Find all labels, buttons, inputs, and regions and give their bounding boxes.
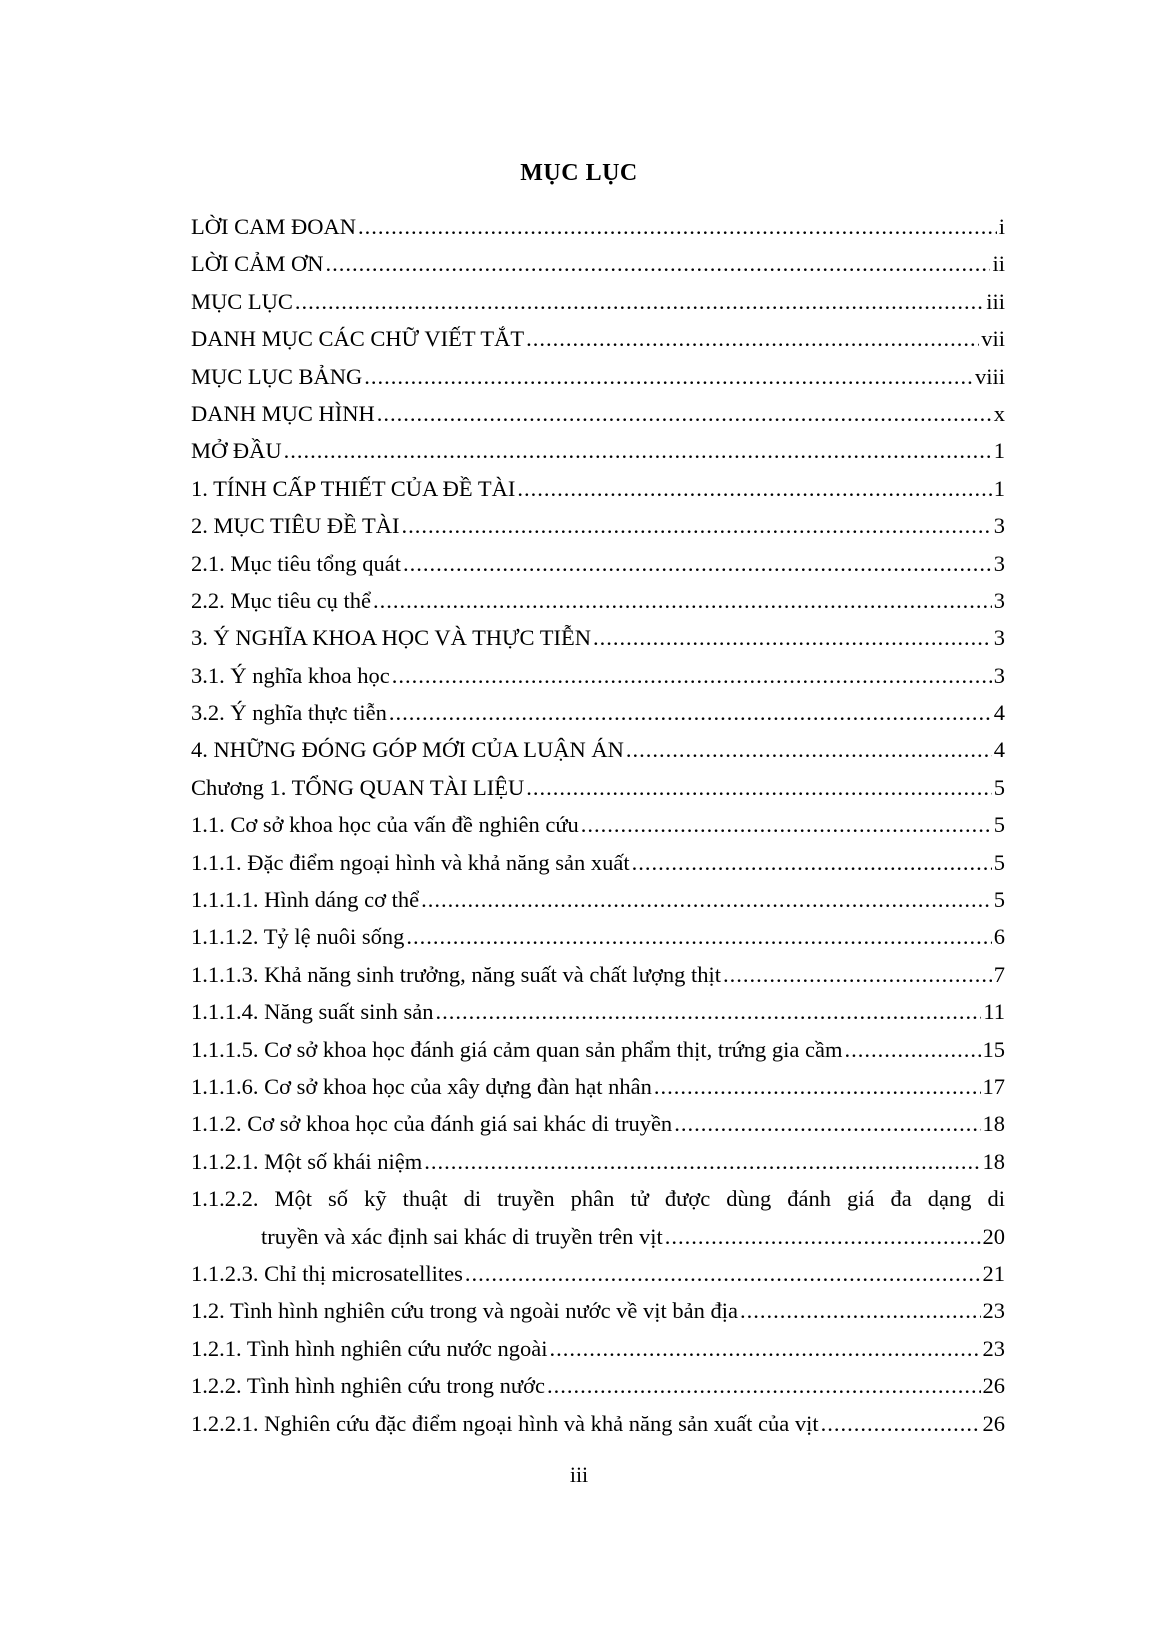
- dot-leader: [844, 1037, 980, 1063]
- toc-entry[interactable]: [191, 737, 1005, 774]
- toc-entry-page: vii: [981, 326, 1005, 352]
- toc-entry-page: i: [998, 214, 1005, 239]
- toc-entry[interactable]: [191, 1149, 1005, 1186]
- toc-entry-page: ii: [992, 251, 1005, 277]
- toc-entry[interactable]: [191, 289, 1005, 326]
- toc-entry-label: 3.1. Ý nghĩa khoa học: [191, 662, 390, 688]
- toc-entry-page: iii: [986, 288, 1005, 314]
- toc-entry-page: 21: [982, 1260, 1005, 1286]
- toc-entry[interactable]: [191, 962, 1005, 999]
- toc-entry[interactable]: [191, 999, 1005, 1036]
- toc-entry[interactable]: [191, 700, 1005, 737]
- toc-entry-page: 20: [982, 1223, 1005, 1249]
- toc-entry-page: 26: [982, 1410, 1005, 1436]
- toc-entry-page: 4: [993, 737, 1005, 763]
- toc-entry-label: 3. Ý NGHĨA KHOA HỌC VÀ THỰC TIỄN: [191, 625, 591, 651]
- dot-leader: [593, 625, 992, 651]
- toc-entry-label: 1.1.1.6. Cơ sở khoa học của xây dựng đàn hạt nhân: [191, 1073, 652, 1099]
- toc-entry-label: 4. NHỮNG ĐÓNG GÓP MỚI CỦA LUẬN ÁN: [191, 737, 624, 763]
- toc-entry-page: 3: [993, 587, 1005, 613]
- toc-entry[interactable]: [191, 588, 1005, 625]
- dot-leader: [626, 737, 992, 763]
- toc-entry[interactable]: [191, 1111, 1005, 1148]
- toc-entry-label: 2.1. Mục tiêu tổng quát: [191, 550, 401, 576]
- toc-entry[interactable]: [191, 476, 1005, 513]
- toc-entry[interactable]: [191, 401, 1005, 438]
- toc-entry-label: 2. MỤC TIÊU ĐỀ TÀI: [191, 513, 400, 539]
- dot-leader: [549, 1336, 980, 1362]
- toc-entry-label: 1.2.1. Tình hình nghiên cứu nước ngoài: [191, 1335, 548, 1361]
- dot-leader: [392, 663, 992, 689]
- toc-entry-label: LỜI CAM ĐOAN: [191, 214, 356, 239]
- dot-leader: [402, 513, 992, 539]
- dot-leader: [632, 850, 992, 876]
- toc-entry-label: 1.1.2.1. Một số khái niệm: [191, 1148, 423, 1174]
- dot-leader: [358, 214, 997, 240]
- dot-leader: [377, 401, 992, 427]
- dot-leader: [389, 700, 992, 726]
- toc-entry-label: 1.1.1. Đặc điểm ngoại hình và khả năng sản xuất: [191, 849, 630, 875]
- toc-entry[interactable]: [191, 1373, 1005, 1410]
- toc-entry-page: 1: [993, 475, 1005, 501]
- toc-entry-page: 18: [982, 1111, 1005, 1137]
- dot-leader: [284, 438, 992, 464]
- toc-entry-page: x: [993, 400, 1005, 426]
- toc-entry-label: MỤC LỤC BẢNG: [191, 363, 363, 389]
- toc-entry-page: 3: [993, 513, 1005, 539]
- dot-leader: [740, 1298, 980, 1324]
- toc-entry[interactable]: [191, 1261, 1005, 1298]
- toc-entry-label: 1.1.2.2. Một số kỹ thuật di truyền phân tử được dùng đánh giá đa dạng di: [191, 1186, 1005, 1212]
- toc-entry-continuation: [191, 1224, 1005, 1261]
- dot-leader: [674, 1111, 980, 1137]
- toc-entry[interactable]: [191, 887, 1005, 924]
- dot-leader: [403, 551, 992, 577]
- toc-entry[interactable]: [191, 326, 1005, 363]
- toc-entry[interactable]: [191, 663, 1005, 700]
- dot-leader: [517, 476, 991, 502]
- toc-entry-label: LỜI CẢM ƠN: [191, 251, 324, 277]
- toc-entry-page: 3: [993, 662, 1005, 688]
- toc-entry-label: 1.2.2. Tình hình nghiên cứu trong nước: [191, 1373, 545, 1399]
- toc-entry-page: 17: [982, 1073, 1005, 1099]
- toc-entry-label-continued: truyền và xác định sai khác di truyền trên vịt: [261, 1223, 663, 1249]
- toc-entry[interactable]: [191, 438, 1005, 475]
- toc-entry-label: 1.1.1.1. Hình dáng cơ thể: [191, 887, 420, 913]
- dot-leader: [364, 364, 973, 390]
- toc-entry[interactable]: [191, 364, 1005, 401]
- toc-entry-page: 3: [993, 625, 1005, 651]
- toc-entry-label: 1.1.1.4. Năng suất sinh sản: [191, 999, 434, 1025]
- toc-entry-page: 11: [983, 999, 1005, 1025]
- dot-leader: [435, 999, 981, 1025]
- toc-entry-label: 1. TÍNH CẤP THIẾT CỦA ĐỀ TÀI: [191, 475, 516, 501]
- toc-entry-page: 6: [993, 924, 1005, 950]
- toc-entry-label: 1.1.1.3. Khả năng sinh trưởng, năng suất và chất lượng thịt: [191, 961, 721, 987]
- toc-entry-page: 23: [982, 1298, 1005, 1324]
- toc-entry-label: 2.2. Mục tiêu cụ thể: [191, 587, 371, 613]
- toc-entry[interactable]: [191, 1037, 1005, 1074]
- toc-entry-page: 26: [982, 1373, 1005, 1399]
- toc-entry-label: 3.2. Ý nghĩa thực tiễn: [191, 700, 387, 726]
- toc-entry-label: Chương 1. TỔNG QUAN TÀI LIỆU: [191, 774, 525, 800]
- dot-leader: [295, 289, 984, 315]
- dot-leader: [723, 962, 992, 988]
- toc-entry-label: DANH MỤC CÁC CHỮ VIẾT TẮT: [191, 326, 525, 352]
- toc-entry-label: MỤC LỤC: [191, 288, 293, 314]
- toc-entry[interactable]: [191, 214, 1005, 251]
- dot-leader: [547, 1373, 981, 1399]
- toc-entry-label: 1.1. Cơ sở khoa học của vấn đề nghiên cứu: [191, 812, 579, 838]
- toc-entry[interactable]: [191, 1411, 1005, 1448]
- dot-leader: [373, 588, 992, 614]
- page-title: MỤC LỤC: [520, 160, 638, 186]
- toc-entry-page: 23: [982, 1335, 1005, 1361]
- toc-entry-label: 1.1.1.2. Tỷ lệ nuôi sống: [191, 924, 405, 950]
- toc-entry-label: MỞ ĐẦU: [191, 438, 282, 464]
- toc-entry-label: 1.2.2.1. Nghiên cứu đặc điểm ngoại hình và khả năng sản xuất của vịt: [191, 1410, 819, 1436]
- toc-entry[interactable]: [191, 924, 1005, 961]
- toc-entry[interactable]: [191, 1074, 1005, 1111]
- toc-entry[interactable]: [191, 812, 1005, 849]
- page-number: iii: [569, 1462, 589, 1487]
- toc-entry-label: 1.1.2. Cơ sở khoa học của đánh giá sai khác di truyền: [191, 1111, 673, 1137]
- dot-leader: [465, 1261, 981, 1287]
- toc-entry-label: DANH MỤC HÌNH: [191, 400, 375, 426]
- toc-entry-page: viii: [974, 363, 1005, 389]
- toc-entry-page: 5: [993, 887, 1005, 913]
- toc-entry[interactable]: [191, 1298, 1005, 1335]
- toc-entry-page: 5: [993, 774, 1005, 800]
- toc-entry[interactable]: [191, 513, 1005, 550]
- dot-leader: [581, 812, 992, 838]
- toc-entry-page: 5: [993, 812, 1005, 838]
- dot-leader: [526, 326, 979, 352]
- dot-leader: [665, 1224, 981, 1250]
- toc-entry-page: 3: [993, 550, 1005, 576]
- dot-leader: [821, 1411, 981, 1437]
- toc-entry-page: 5: [993, 849, 1005, 875]
- toc-entry-page: 18: [982, 1148, 1005, 1174]
- table-of-contents: [191, 214, 1005, 1448]
- toc-entry[interactable]: [191, 775, 1005, 812]
- dot-leader: [406, 924, 991, 950]
- dot-leader: [526, 775, 992, 801]
- dot-leader: [421, 887, 992, 913]
- toc-entry[interactable]: [191, 551, 1005, 588]
- toc-entry[interactable]: [191, 251, 1005, 288]
- dot-leader: [326, 251, 991, 277]
- toc-entry-page: 7: [993, 961, 1005, 987]
- toc-entry-label: 1.1.1.5. Cơ sở khoa học đánh giá cảm quan sản phẩm thịt, trứng gia cầm: [191, 1036, 843, 1062]
- dot-leader: [424, 1149, 980, 1175]
- toc-entry-page: 15: [982, 1036, 1005, 1062]
- toc-entry[interactable]: [191, 625, 1005, 662]
- toc-entry-page: 4: [993, 700, 1005, 726]
- toc-entry[interactable]: [191, 1186, 1005, 1261]
- toc-entry[interactable]: [191, 1336, 1005, 1373]
- toc-entry[interactable]: [191, 850, 1005, 887]
- toc-entry-label: 1.1.2.3. Chỉ thị microsatellites: [191, 1260, 463, 1286]
- toc-entry-page: 1: [993, 438, 1005, 464]
- toc-entry-label: 1.2. Tình hình nghiên cứu trong và ngoài nước về vịt bản địa: [191, 1298, 739, 1324]
- dot-leader: [654, 1074, 981, 1100]
